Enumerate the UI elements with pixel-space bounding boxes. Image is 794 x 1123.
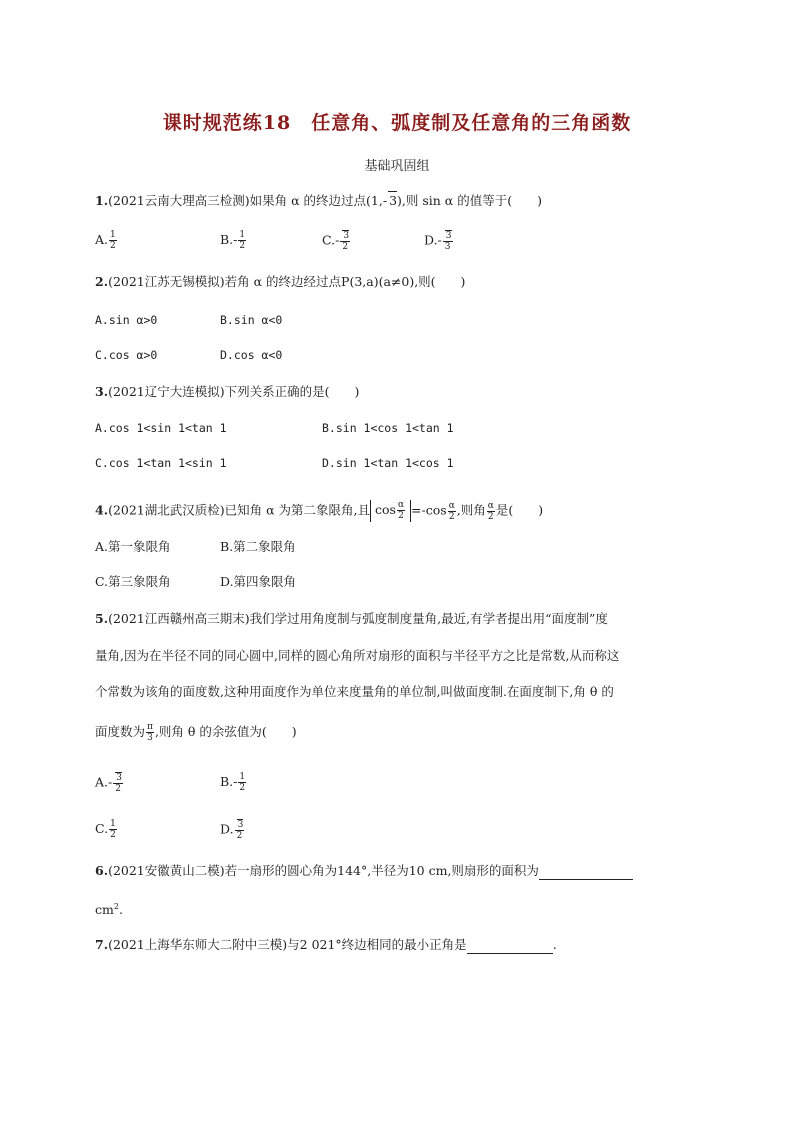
fraction: $\frac{3}{2}$: [115, 773, 122, 794]
question-6: [95, 862, 633, 880]
fraction: $\frac{\alpha}{2}$: [487, 500, 494, 522]
question-source: (2021云南大理高三检测): [108, 193, 250, 208]
question-text: 我们学过用角度制与弧度制度量角,最近,有学者提出用“面度制”度: [249, 611, 608, 626]
option-c[interactable]: C.cos 1<tan 1<sin 1: [95, 456, 227, 470]
fraction: $\frac{3}{2}$: [236, 820, 244, 841]
section-heading: 基础巩固组: [364, 159, 430, 174]
option-d[interactable]: D.sin 1<tan 1<cos 1: [322, 456, 454, 470]
fraction: $\frac{1}{2}$: [110, 819, 116, 840]
option-a[interactable]: A.cos 1<sin 1<tan 1: [95, 421, 227, 435]
question-number: 1.: [95, 193, 109, 208]
option-c[interactable]: C.- $\frac{3}{2}$: [322, 231, 350, 252]
question-1: [95, 191, 542, 210]
question-source: (2021江苏无锡模拟): [108, 274, 225, 289]
option-c[interactable]: C.cos α>0: [95, 348, 158, 362]
option-c[interactable]: C.第三象限角: [95, 574, 171, 589]
question-text: =-cos: [411, 502, 447, 518]
question-7: 7.(2021上海华东师大二附中三模)与2 021°终边相同的最小正角是 .: [95, 937, 557, 952]
question-source: (2021辽宁大连模拟): [108, 384, 225, 399]
option-b[interactable]: B.- $\frac{1}{2}$: [220, 772, 246, 793]
question-2: [95, 273, 465, 291]
question-text: 与2 021°终边相同的最小正角是: [287, 937, 467, 952]
fraction: $\frac{3}{2}$: [342, 231, 350, 252]
fraction: $\frac{\alpha}{2}$: [448, 500, 455, 522]
question-number: 5.: [95, 611, 109, 626]
option-b[interactable]: B.sin α<0: [220, 313, 283, 327]
sqrt-expression: 3: [389, 193, 398, 208]
question-5-line-2: 量角,因为在半径不同的同心圆中,同样的圆心角所对扇形的面积与半径平方之比是常数,从而称这: [95, 648, 620, 663]
page-title: 课时规范练18 任意角、弧度制及任意角的三角函数: [162, 112, 632, 134]
option-d[interactable]: D.第四象限角: [220, 574, 297, 589]
fraction: $\frac{1}{2}$: [110, 230, 116, 251]
question-source: (2021安徽黄山二模): [108, 863, 225, 878]
question-text: 下列关系正确的是( ): [224, 384, 360, 399]
question-number: 2.: [95, 274, 109, 289]
question-6-unit: $cm^2$.: [95, 902, 123, 918]
fraction: $\frac{1}{2}$: [239, 772, 246, 793]
option-b[interactable]: B.sin 1<cos 1<tan 1: [322, 421, 454, 435]
question-number: 7.: [95, 937, 109, 952]
option-c[interactable]: C. $\frac{1}{2}$: [95, 819, 116, 840]
question-number: 3.: [95, 384, 109, 399]
question-5-line-3: 个常数为该角的面度数,这种用面度作为单位来度量角的单位制,叫做面度制.在面度制下,角 θ 的: [95, 684, 614, 699]
option-a[interactable]: A.- $\frac{3}{2}$: [95, 773, 122, 794]
question-4: [95, 500, 543, 522]
question-source: (2021湖北武汉质检): [108, 502, 225, 518]
option-a[interactable]: A.第一象限角: [95, 539, 171, 554]
fraction: $\frac{\pi}{3}$: [147, 722, 153, 743]
option-b[interactable]: B.第二象限角: [220, 539, 296, 554]
option-a[interactable]: A.sin α>0: [95, 313, 158, 327]
option-a[interactable]: A. $\frac{1}{2}$: [95, 230, 116, 251]
question-text: 是( ): [495, 502, 544, 518]
question-text: ),则 sin α 的值等于( ): [397, 193, 542, 208]
option-b[interactable]: B.- $\frac{1}{2}$: [220, 230, 246, 251]
option-d[interactable]: D.cos α<0: [220, 348, 283, 362]
question-number: 4.: [95, 502, 109, 518]
question-text: 如果角 α 的终边过点(1,-: [249, 193, 388, 208]
answer-blank[interactable]: [467, 939, 553, 954]
fraction: $\frac{1}{2}$: [239, 230, 246, 251]
fraction: $\frac{3}{3}$: [444, 231, 452, 252]
question-number: 6.: [95, 863, 109, 878]
absolute-value: cos $\frac{\alpha}{2}$: [370, 500, 411, 522]
question-text: ,则角: [456, 502, 486, 518]
question-5-line-4: 面度数为 $\frac{\pi}{3}$ ,则角 θ 的余弦值为( ): [95, 722, 297, 743]
question-text: 已知角 α 为第二象限角,且: [224, 502, 371, 518]
option-d[interactable]: D.- $\frac{3}{3}$: [424, 231, 452, 252]
question-text: 若角 α 的终边经过点P(3,a)(a≠0),则( ): [224, 274, 466, 289]
question-source: (2021江西赣州高三期末): [108, 611, 250, 626]
question-3: [95, 383, 359, 401]
option-d[interactable]: D. $\frac{3}{2}$: [220, 820, 244, 841]
question-source: (2021上海华东师大二附中三模): [108, 937, 288, 952]
question-text: 若一扇形的圆心角为144°,半径为10 cm,则扇形的面积为: [224, 863, 539, 878]
answer-blank[interactable]: [539, 865, 633, 880]
question-5-line-1: [95, 610, 608, 628]
